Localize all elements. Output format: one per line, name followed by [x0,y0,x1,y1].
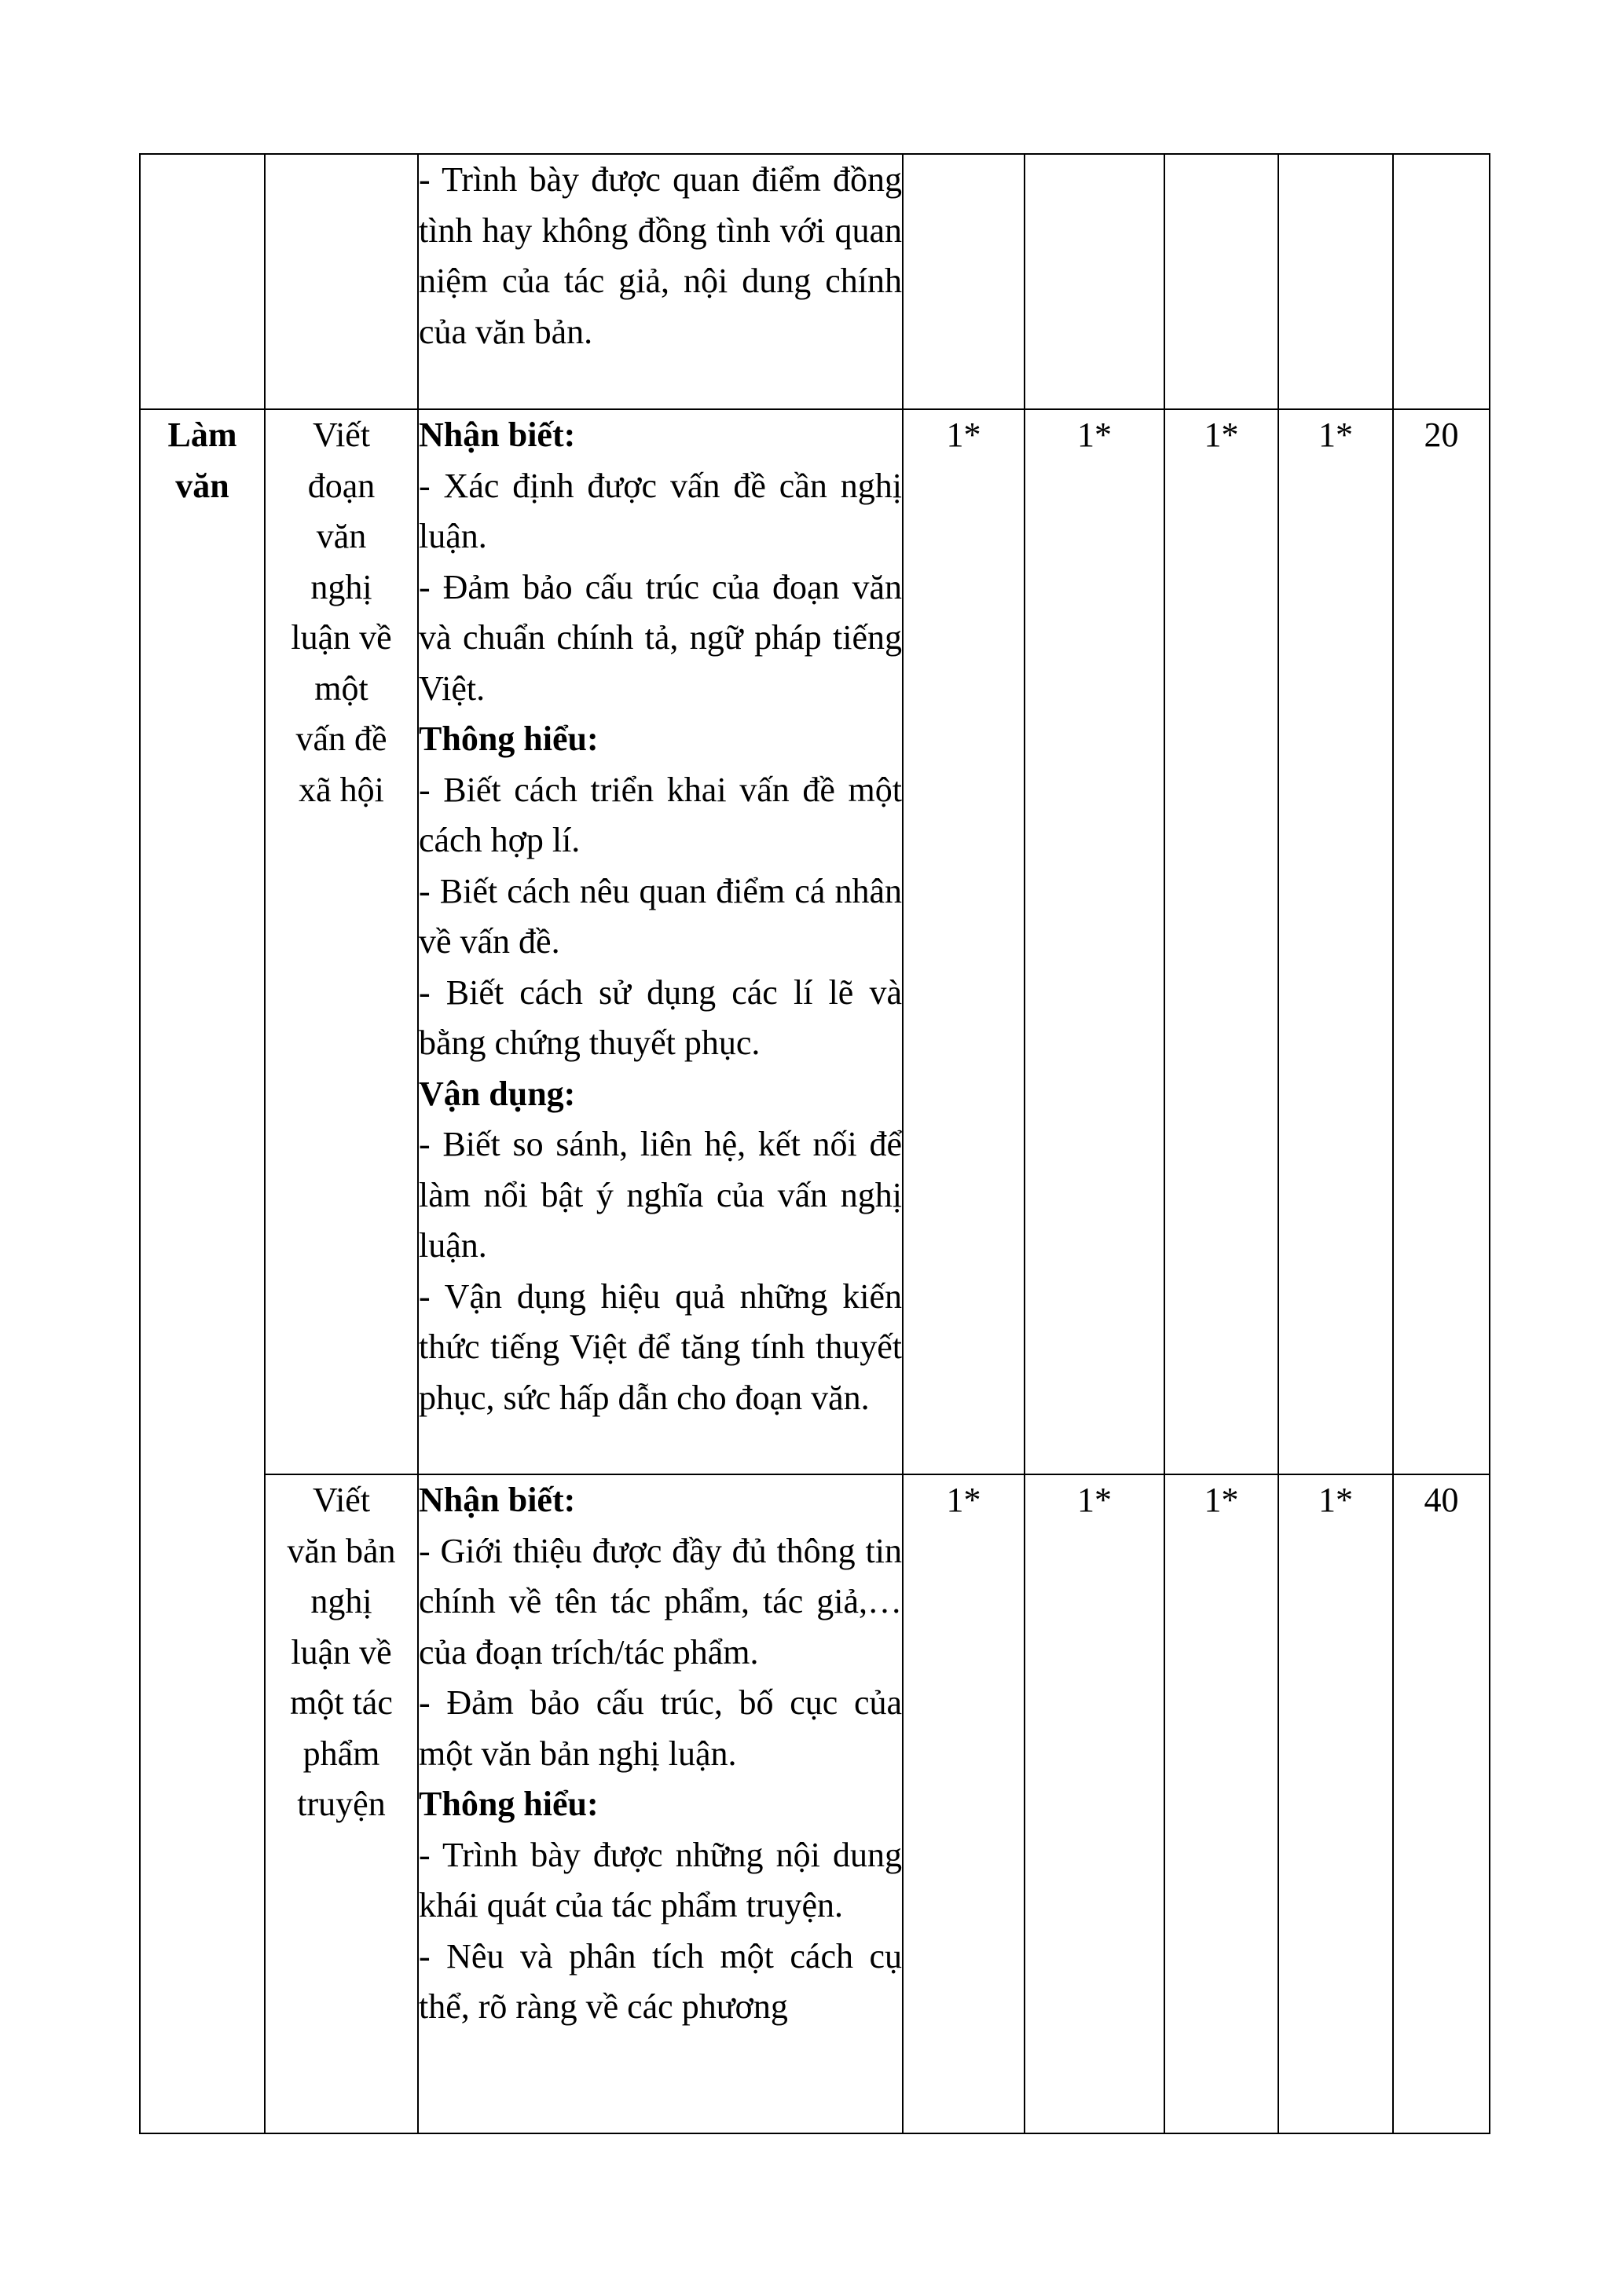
topic-line: Viết [312,416,371,454]
count-cell: 1* [903,1474,1025,2133]
content-item: - Biết cách sử dụng các lí lẽ và bằng chứng thuyết phục. [419,972,902,1062]
content-item: - Đảm bảo cấu trúc của đoạn văn và chuẩn chính tả, ngữ pháp tiếng Việt. [419,567,902,708]
level-heading: Thông hiểu: [419,1785,599,1823]
topic-line: nghị [310,1582,372,1620]
content-item: - Xác định được vấn đề cần nghị luận. [419,466,902,555]
level-heading: Nhận biết: [419,416,576,454]
count-cell [1164,154,1278,409]
level-heading: Thông hiểu: [419,720,599,758]
topic-line: luận về [291,1632,392,1672]
content-item: - Giới thiệu được đầy đủ thông tin chính về tên tác phẩm, tác giả,… của đoạn trích/tác phẩm. [419,1531,902,1672]
topic-line: truyện [297,1785,386,1823]
topic-line: phẩm [302,1734,380,1773]
exam-specification-table [139,153,1490,2134]
topic-line: xã hội [299,770,384,809]
topic-line: văn bản [287,1531,396,1570]
total-cell: 20 [1393,409,1490,1474]
count-cell [1278,154,1393,409]
topic-line: một [314,668,368,708]
content-item: - Đảm bảo cấu trúc, bố cục của một văn bản nghị luận. [419,1683,902,1773]
topic-cell [265,409,418,1474]
content-item: - Nêu và phân tích một cách cụ thể, rõ ràng về các phương [419,1936,902,2026]
topic-line: Viết [312,1481,371,1519]
section-cell-empty [140,154,265,409]
level-heading: Vận dụng: [419,1074,576,1113]
table-row-essay [140,1474,1490,2133]
topic-line: nghị [310,567,372,606]
table-row-paragraph [140,409,1490,1474]
section-cell [140,409,265,2133]
content-item: - Trình bày được quan điểm đồng tình hay không đồng tình với quan niệm của tác giả, nội dung chính của văn bản. [419,160,902,351]
count-cell: 1* [1278,1474,1393,2133]
total-cell: 40 [1393,1474,1490,2133]
content-item: - Biết cách nêu quan điểm cá nhân về vấn đề. [419,871,902,961]
table-row-continuation [140,154,1490,409]
topic-line: văn [316,517,367,555]
count-cell: 1* [1164,1474,1278,2133]
count-cell: 1* [1025,409,1164,1474]
content-item: - Vận dụng hiệu quả những kiến thức tiếng Việt để tăng tính thuyết phục, sức hấp dẫn cho đoạn văn. [419,1276,902,1417]
topic-line: luận về [291,618,392,657]
content-cell [418,409,903,1474]
section-label: Làm [167,416,237,454]
content-item: - Biết cách triển khai vấn đề một cách hợp lí. [419,770,902,859]
total-cell [1393,154,1490,409]
content-item: - Biết so sánh, liên hệ, kết nối để làm nổi bật ý nghĩa của vấn nghị luận. [419,1125,902,1265]
count-cell [903,154,1025,409]
content-item: - Trình bày được những nội dung khái quát của tác phẩm truyện. [419,1835,902,1924]
section-label: văn [175,466,229,505]
topic-line: một tác [290,1683,393,1722]
count-cell [1025,154,1164,409]
topic-line: vấn đề [295,720,387,758]
topic-cell [265,1474,418,2133]
content-cell [418,1474,903,2133]
count-cell: 1* [1025,1474,1164,2133]
count-cell: 1* [1164,409,1278,1474]
count-cell: 1* [903,409,1025,1474]
topic-line: đoạn [307,466,376,505]
topic-cell-empty [265,154,418,409]
level-heading: Nhận biết: [419,1481,576,1519]
count-cell: 1* [1278,409,1393,1474]
content-cell [418,154,903,409]
